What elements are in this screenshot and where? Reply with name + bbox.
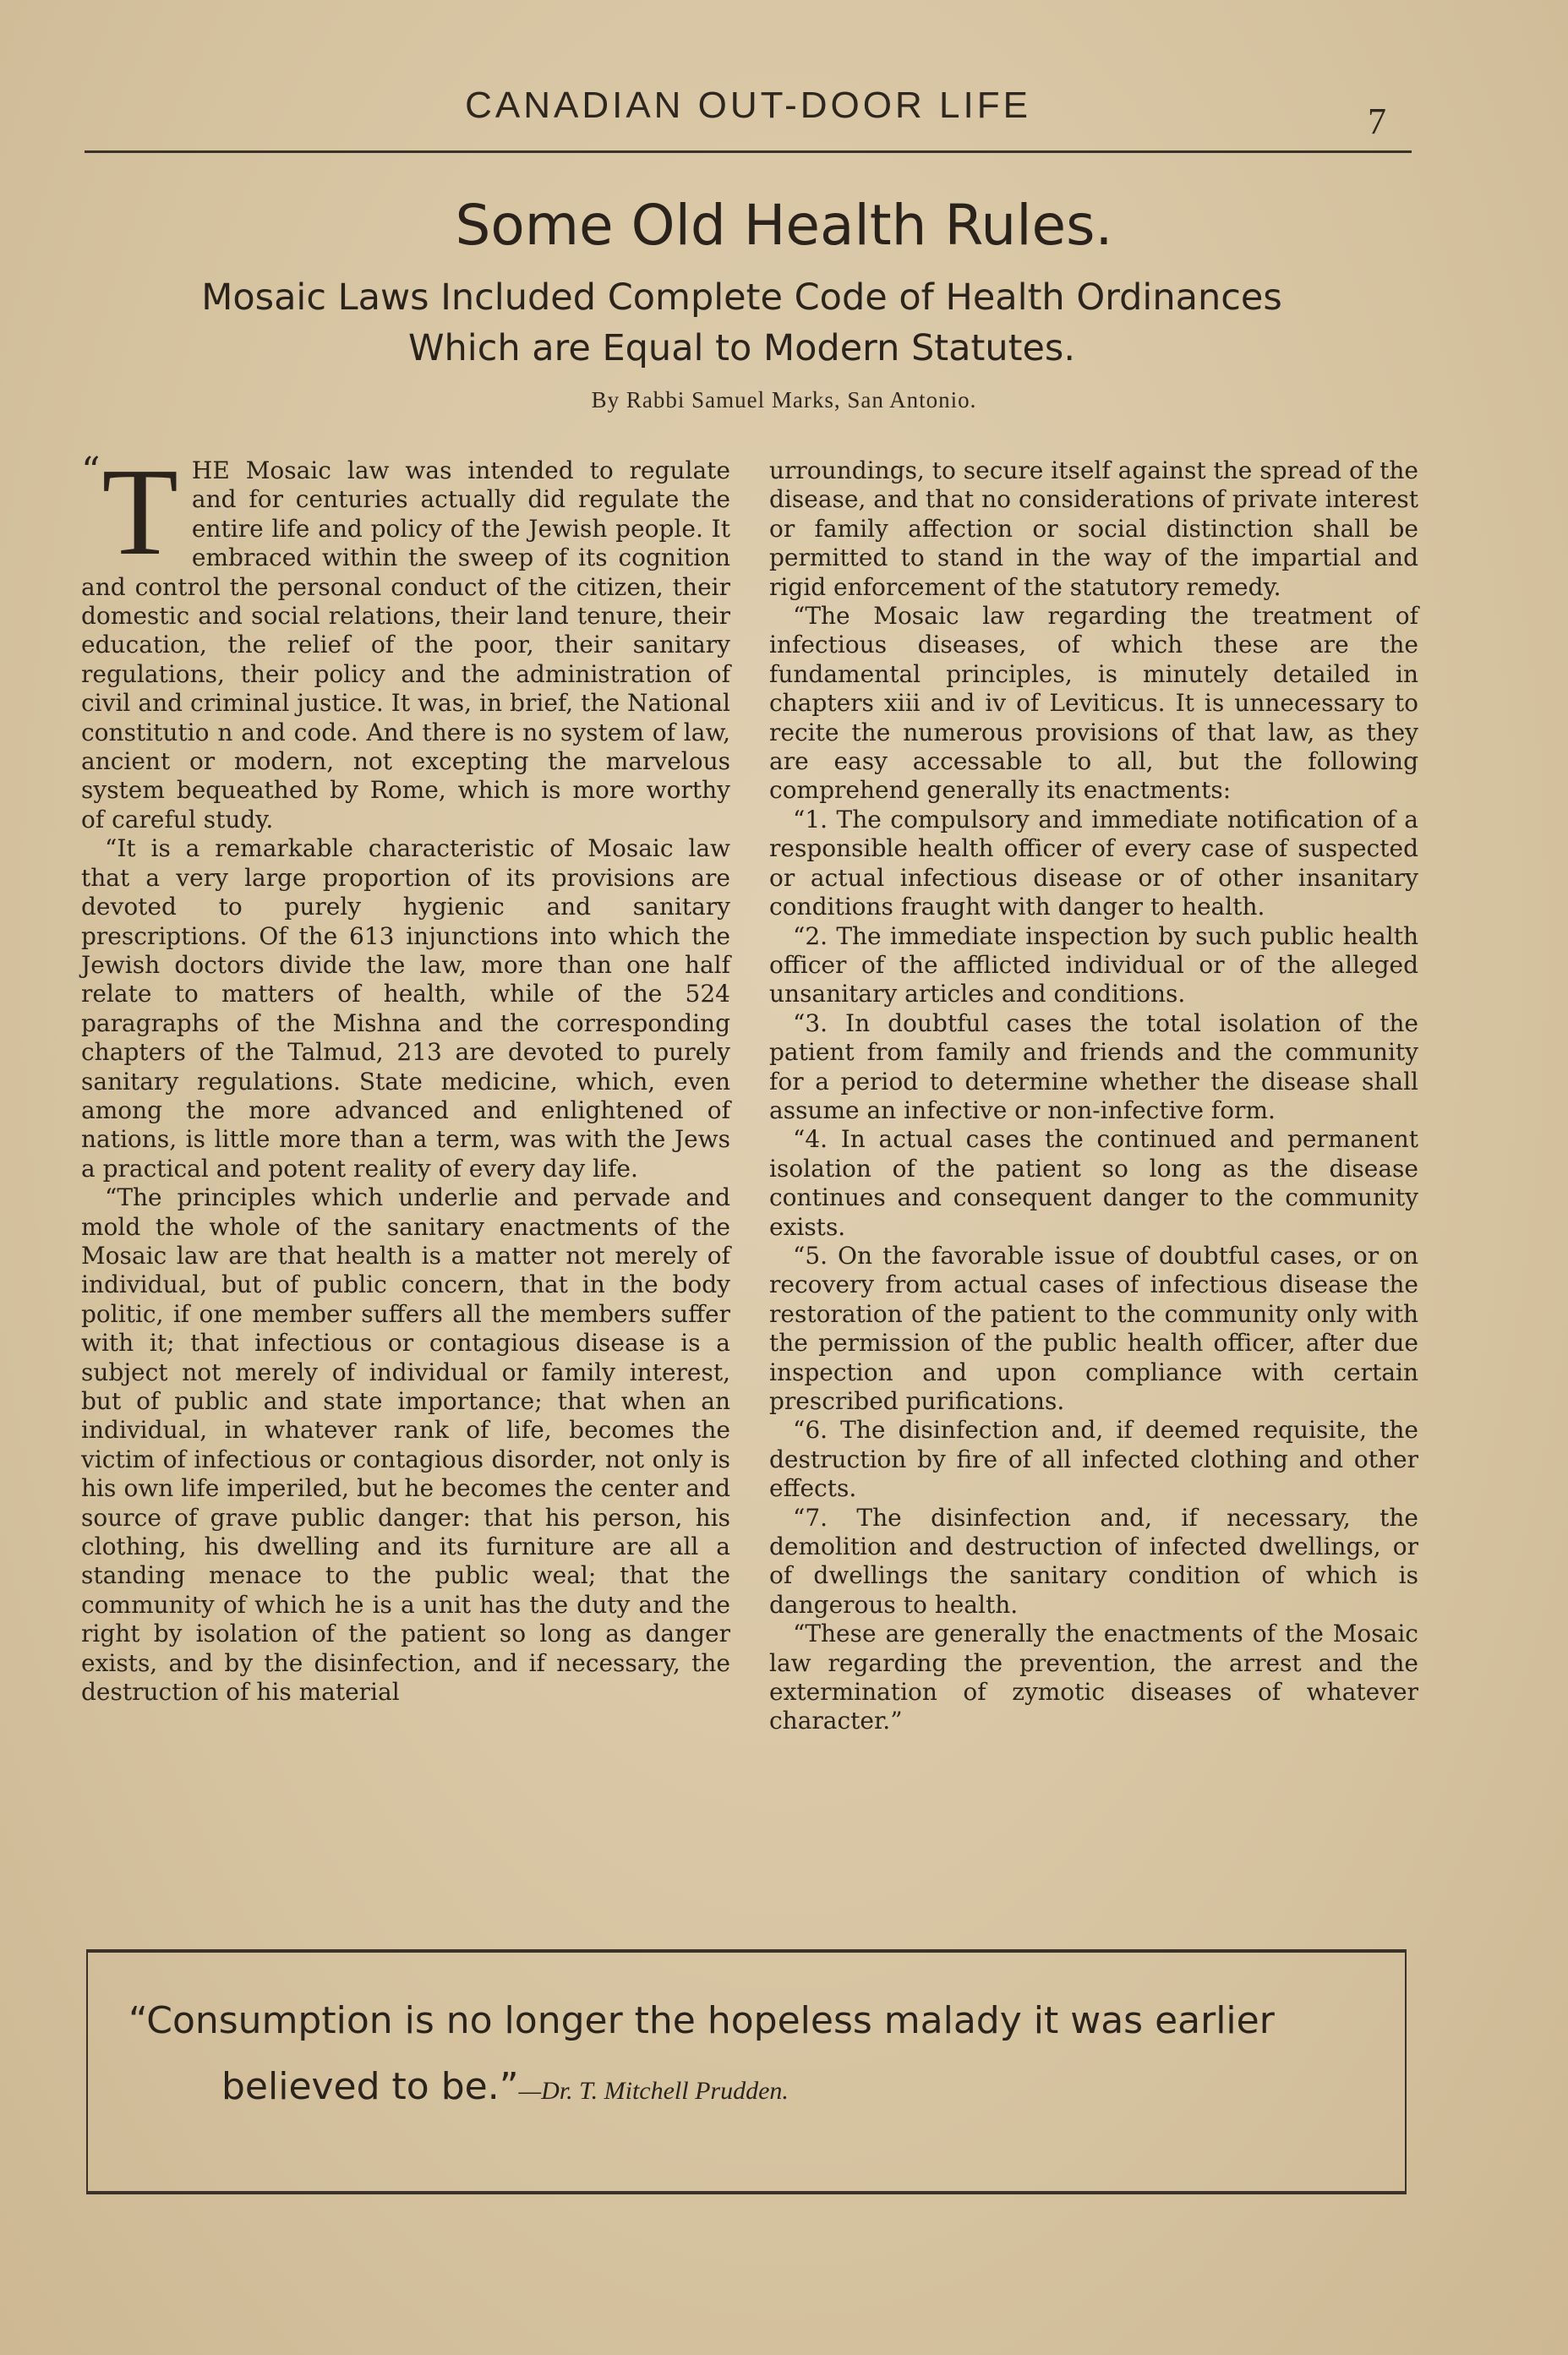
enactment-5: “5. On the favorable issue of doubtful cases, or on recovery from actual cases of infectious disease the restoration of the patient to the community only with the permission of the public health officer, after due inspection and upon compliance with certain prescribed purifications.: [769, 1241, 1418, 1415]
pull-quote-attribution: —Dr. T. Mitchell Prudden.: [518, 2077, 789, 2105]
enactment-6: “6. The disinfection and, if deemed requisite, the destruction by fire of all infected clothing and other effects.: [769, 1416, 1418, 1503]
subtitle-line-2: Which are Equal to Modern Statutes.: [407, 327, 1075, 369]
pull-quote-line-2-text: believed to be.”: [221, 2065, 519, 2108]
article-subtitle: [127, 272, 1357, 374]
paragraph-leviticus: “The Mosaic law regarding the treatment of infectious diseases, of which these are the fundamental principles, is minutely detailed in chapters xiii and iv of Leviticus. It is unnecessary to recite the numerous provisions of that law, as they are easy accessable to all, but the following comprehend generally its enactments:: [769, 602, 1418, 805]
subtitle-line-1: Mosaic Laws Included Complete Code of Health Ordinances: [201, 276, 1282, 319]
pull-quote-line-1: “Consumption is no longer the hopeless malady it was earlier: [128, 1999, 1275, 2042]
left-column: [81, 443, 730, 1707]
drop-cap: T: [101, 443, 178, 582]
opening-quote-mark: “: [81, 450, 101, 493]
page-header: [85, 85, 1412, 153]
paragraph-1: [81, 443, 730, 834]
paragraph-1-text: HE Mosaic law was intended to regulate and for centuries actually did regulate the entire life and policy of the Jewish people. It embraced within the sweep of its cognition and control the personal conduct of the citizen, their domestic and social relations, their land tenure, their education, the relief of the poor, their sanitary regulations, their policy and the administration of civil and criminal justice. It was, in brief, the National constitutio n and code. And there is no system of law, ancient or modern, not excepting the marvelous system bequeathed by Rome, which is more worthy of careful study.: [81, 456, 730, 833]
right-column: [769, 456, 1418, 1736]
pull-quote: [128, 1988, 1380, 2124]
page-number: 7: [1368, 101, 1386, 142]
article-title: Some Old Health Rules.: [455, 193, 1113, 258]
pull-quote-line-2: [128, 2054, 1380, 2124]
enactment-3: “3. In doubtful cases the total isolation of the patient from family and friends and the community for a period to determine whether the disease shall assume an infective or non-infective form.: [769, 1008, 1418, 1124]
enactment-2: “2. The immediate inspection by such public health officer of the afflicted individual or of the alleged unsanitary articles and conditions.: [769, 921, 1418, 1008]
enactment-4: “4. In actual cases the continued and permanent isolation of the patient so long as the disease continues and consequent danger to the community exists.: [769, 1125, 1418, 1241]
running-head: CANADIAN OUT-DOOR LIFE: [465, 85, 1031, 126]
enactment-7: “7. The disinfection and, if necessary, the demolition and destruction of infected dwellings, or of dwellings the sanitary condition of which is dangerous to health.: [769, 1503, 1418, 1619]
pull-quote-box: [86, 1949, 1407, 2194]
paragraph-2: “It is a remarkable characteristic of Mosaic law that a very large proportion of its provisions are devoted to purely hygienic and sanitary prescriptions. Of the 613 injunctions into which the Jewish doctors divide the law, more than one half relate to matters of health, while of the 524 paragraphs of the Mishna and the corresponding chapters of the Talmud, 213 are devoted to purely sanitary regulations. State medicine, which, even among the more advanced and enlightened of nations, is little more than a term, was with the Jews a practical and potent reality of every day life.: [81, 834, 730, 1183]
byline: By Rabbi Samuel Marks, San Antonio.: [591, 387, 977, 413]
paragraph-final: “These are generally the enactments of the Mosaic law regarding the prevention, the arrest and the extermination of zymotic diseases of whatever character.”: [769, 1620, 1418, 1735]
paragraph-continued: urroundings, to secure itself against the spread of the disease, and that no considerations of private interest or family affection or social distinction shall be permitted to stand in the way of the impartial and rigid enforcement of the statutory remedy.: [769, 456, 1418, 601]
paragraph-3: “The principles which underlie and pervade and mold the whole of the sanitary enactments of the Mosaic law are that health is a matter not merely of individual, but of public concern, that in the body politic, if one member suffers all the members suffer with it; that infectious or contagious disease is a subject not merely of individual or family interest, but of public and state importance; that when an individual, in whatever rank of life, becomes the victim of infectious or contagious disorder, not only is his own life imperiled, but he becomes the center and source of grave public danger: that his person, his clothing, his dwelling and its furniture are all a standing menace to the public weal; that the community of which he is a unit has the duty and the right by isolation of the patient so long as danger exists, and by the disinfection, and if necessary, the destruction of his material: [81, 1183, 730, 1707]
enactment-1: “1. The compulsory and immediate notification of a responsible health officer of every case of suspected or actual infectious disease or of other insanitary conditions fraught with danger to health.: [769, 805, 1418, 921]
